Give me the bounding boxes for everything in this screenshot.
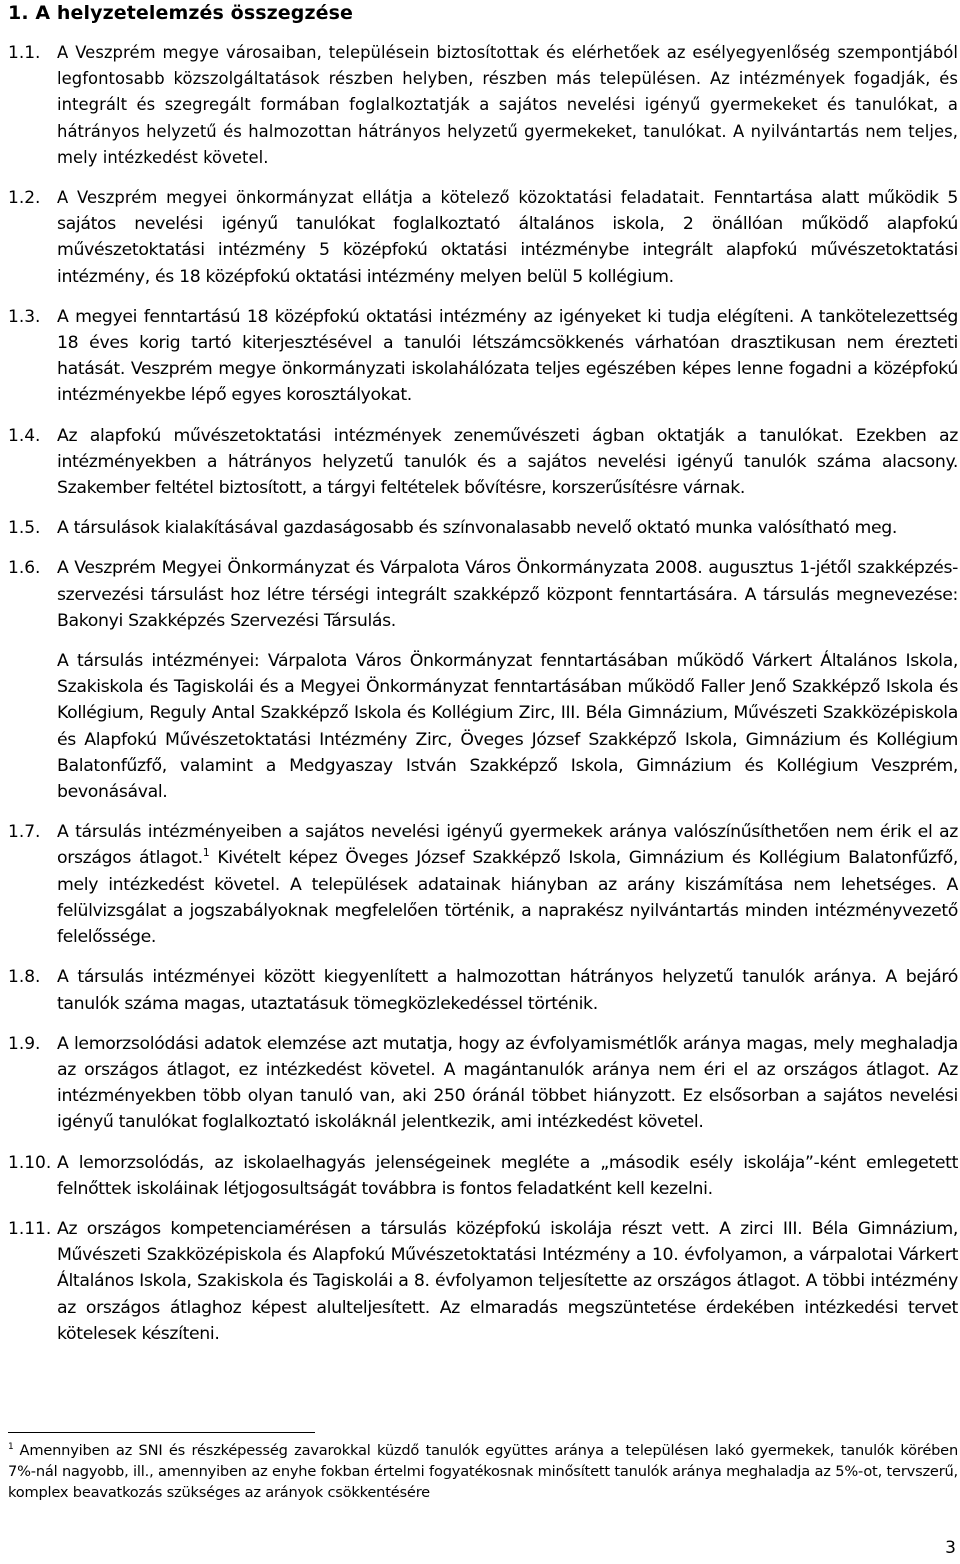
item-text [57,1031,958,1136]
item-text-b: Fenntartása alatt működik 5 sajátos nevelési igényű tanulókat foglalkoztató általános iskola, 2 önállóan működő alapfokú művészetoktatási intézmény 5 középfokú oktatási intézménybe integrált alapfokú művészetoktatási intézmény, és 18 középfokú oktatási intézmény melyen belül 5 kollégium. [57,188,958,287]
footnote-separator [8,1432,315,1433]
footnote [8,1440,958,1503]
item-text [57,819,958,950]
item-number: 1.8. [8,967,41,988]
item-number: 1.10. [8,1152,52,1173]
footnote-text: Amennyiben az SNI és részképesség zavarokkal küzdő tanulók együttes aránya a településen lakó gyermekek, tanulók körében 7%-nál nagyobb, ill., amennyiben az enyhe fokban értelmi fogyatékosnak minősített tanulók aránya meghaladja az 5%-ot, tervszerű, komplex beavatkozás szükséges az arányok csökkentésére [8,1442,958,1501]
footnote-marker: 1 [8,1442,14,1453]
summary-list [8,40,958,1361]
item-text-a: Az országos kompetenciamérésen a társulás középfokú iskolája részt vett. A zirci III. Béla Gimnázium, Művészeti Szakközépiskola és Alapfokú Művészetoktatási Intézmény a 10. évfolyamon, a várpalotai Várkert Általános Iskola, Szakiskola és Tagiskolái a 8. évfolyamon teljesítette az országos átlagot. A többi intézmény az országos átlaghoz képest alulteljesített. Az elmaradás megszüntetése érdekében intézkedési tervet kötelesek készíteni. [57,1218,958,1344]
item-text [57,185,958,290]
page-number: 3 [945,1538,956,1558]
item-number: 1.6. [8,558,41,579]
list-item-1-8 [8,964,958,1016]
list-item-1-6 [8,555,958,805]
item-text [57,555,958,805]
item-text-a: A megyei fenntartású 18 középfokú oktatási intézmény az igényeket ki tudja elégíteni. A tankötelezettség 18 éves korig tartó kiterjesztésével a tanulói létszámcsökkenés várhatóan drasztikusan nem érezteti hatását. Veszprém megye önkormányzati iskolahálózata teljes egészében képes lenne fogadni a középfokú intézményekbe lépő egyes korosztályokat. [57,306,958,406]
item-number: 1.11. [8,1218,52,1239]
item-number: 1.9. [8,1033,41,1054]
list-item-1-4 [8,423,958,502]
item-number: 1.3. [8,306,41,327]
item-text-b: A társulás intézményei: Várpalota Város Önkormányzat fenntartásában működő Várkert Általános Iskola, Szakiskola és Tagiskolái és a Megyei Önkormányzat fenntartásában működő Faller Jenő Szakképző Iskola és Kollégium, Reguly Antal Szakképző Iskola és Kollégium Zirc, III. Béla Gimnázium, Művészeti Szakközépiskola és Alapfokú Művészetoktatási Intézmény Zirc, Öveges József Szakképző Iskola, Gimnázium és Kollégium Balatonfűzfő, valamint a Medgyaszay István Szakképző Iskola, Gimnázium és Kollégium Veszprém, bevonásával. [57,651,958,803]
list-item-1-2 [8,185,958,290]
item-number: 1.2. [8,188,41,209]
item-number: 1.5. [8,518,41,539]
list-item-1-7 [8,819,958,950]
item-text-a: Az alapfokú művészetoktatási intézmények zeneművészeti ágban oktatják a tanulókat. Ezekben az intézményekben a hátrányos helyzetű tanulók és a sajátos nevelési igényű tanulók száma alacsony. Szakember feltétel biztosított, a tárgyi feltételek bővítésre, korszerűsítésre várnak. [57,425,958,499]
list-item-1-1 [8,40,958,171]
item-text [57,964,958,1016]
item-text [57,304,958,409]
list-item-1-3 [8,304,958,409]
list-item-1-10 [8,1150,958,1202]
item-text-a: A Veszprém megye városaiban, településein biztosítottak és elérhetőek az esélyegyenlőség szempontjából legfontosabb közszolgáltatások részben helyben, részben más településen. Az intézmények fogadják, és integrált és szegregált formában foglalkoztatják a sajátos nevelési igényű gyermekeket és tanulókat, a hátrányos helyzetű és halmozottan hátrányos helyzetű gyermekeket, tanulókat. A nyilvántartás nem teljes, mely intézkedést követel. [57,43,958,167]
item-text-a: A lemorzsolódás, az iskolaelhagyás jelenségeinek megléte a „második esély iskolája”-ként emlegetett felnőttek iskoláinak létjogosultságát továbbra is fontos feladatként kell kezelni. [57,1152,958,1199]
item-text-a: A lemorzsolódási adatok elemzése azt mutatja, hogy az évfolyamismétlők aránya magas, mely meghaladja az országos átlagot, ez intézkedést követel. A magántanulók aránya nem éri el az országos átlagot. Az intézményekben több olyan tanuló van, aki 250 óránál többet hiányzott. Ez elsősorban a sajátos nevelési igényű tanulókat foglalkoztató iskoláknál jelentkezik, ami intézkedést követel. [57,1033,958,1133]
item-text-a: A Veszprém megyei önkormányzat ellátja a kötelező közoktatási feladatait. [57,188,705,208]
list-item-1-5 [8,515,958,541]
item-text [57,423,958,502]
section-heading: 1. A helyzetelemzés összegzése [8,2,354,24]
list-item-1-11 [8,1216,958,1347]
item-text [57,1150,958,1202]
item-text-a: A Veszprém Megyei Önkormányzat és Várpalota Város Önkormányzata 2008. augusztus 1-jétől szakképzés-szervezési társulást hoz létre térségi integrált szakképző központ fenntartására. A társulás megnevezése: Bakonyi Szakképzés Szervezési Társulás. [57,558,958,631]
item-text [57,1216,958,1347]
item-number: 1.1. [8,43,41,63]
item-text-a: A társulás intézményeiben a sajátos nevelési igényű gyermekek aránya valószínűsíthetően nem érik el az országos átlagot. [57,822,958,869]
item-text [57,40,958,171]
item-text-a: A társulás intézményei között kiegyenlített a halmozottan hátrányos helyzetű tanulók aránya. A bejáró tanulók száma magas, utaztatásuk tömegközlekedéssel történik. [57,967,958,1014]
item-text-a: A társulások kialakításával gazdaságosabb és színvonalasabb nevelő oktató munka valósítható meg. [57,518,898,539]
item-text [57,515,958,541]
footnote-reference[interactable]: 1 [202,846,210,860]
item-number: 1.4. [8,425,41,446]
list-item-1-9 [8,1031,958,1136]
item-text-b: Kivételt képez Öveges József Szakképző Iskola, Gimnázium és Kollégium Balatonfűzfő, mely intézkedést követel. A települések adatainak hiányban az arány kiszámítása nem lehetséges. A felülvizsgálat a jogszabályoknak megfelelően történik, a naprakész nyilvántartás minden intézményvezető felelőssége. [57,848,959,948]
item-number: 1.7. [8,822,41,843]
